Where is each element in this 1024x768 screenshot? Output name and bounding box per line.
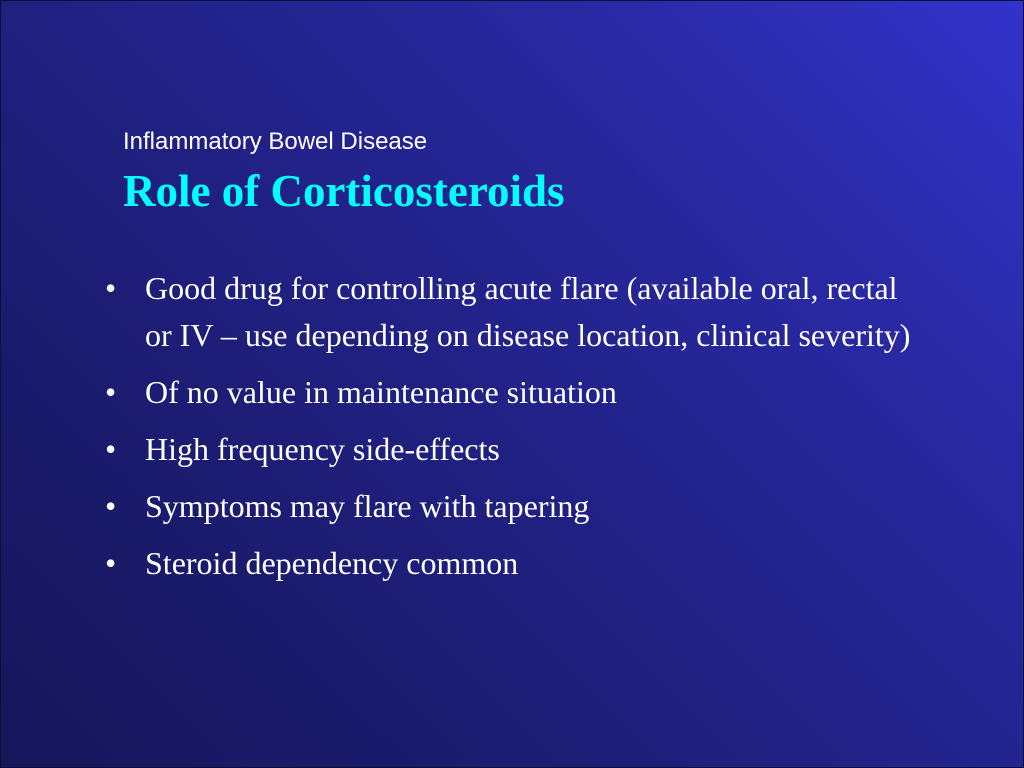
bullet-item <box>101 265 921 359</box>
bullet-text: High frequency side-effects <box>145 431 500 467</box>
bullet-text: Of no value in maintenance situation <box>145 374 617 410</box>
bullet-icon: • <box>105 374 117 410</box>
bullet-icon: • <box>105 488 117 524</box>
bullet-icon: • <box>105 545 117 581</box>
bullet-icon: • <box>105 270 117 306</box>
bullet-item <box>101 426 921 473</box>
bullet-text: Steroid dependency common <box>145 545 519 581</box>
slide-subtitle: Inflammatory Bowel Disease <box>123 128 428 155</box>
bullet-text: Good drug for controlling acute flare (available oral, rectal or IV – use depending on disease location, clinical severity) <box>145 270 911 353</box>
slide-title: Role of Corticosteroids <box>123 166 565 216</box>
bullet-text: Symptoms may flare with tapering <box>145 488 590 524</box>
bullet-item <box>101 540 921 587</box>
bullet-icon: • <box>105 431 117 467</box>
bullet-list <box>101 265 921 597</box>
bullet-item <box>101 483 921 530</box>
bullet-item <box>101 369 921 416</box>
